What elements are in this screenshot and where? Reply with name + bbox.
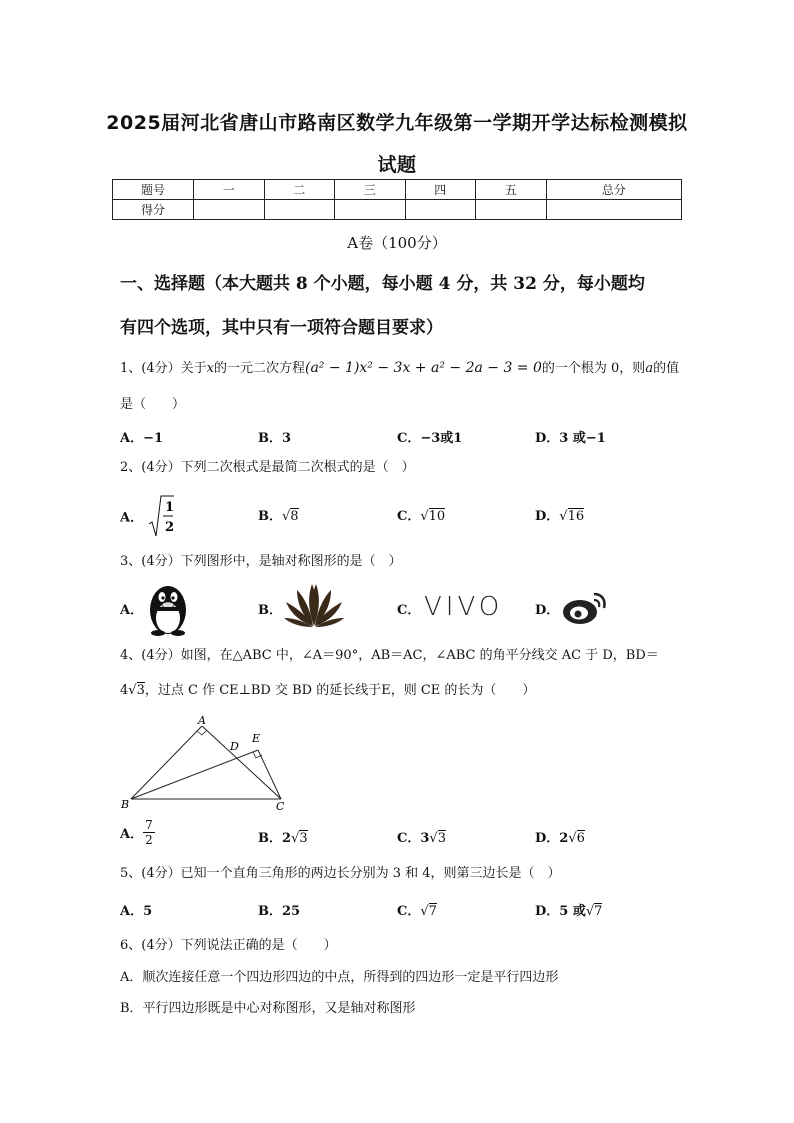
question-1-stem-line2: 是（ ）: [120, 397, 186, 412]
section-a-heading: A卷（100分）: [347, 234, 447, 252]
option-label: B．: [258, 509, 282, 524]
question-6-stem: 6、(4分）下列说法正确的是（ ）: [120, 938, 337, 953]
option-label: A．: [120, 827, 144, 842]
q4-stem-rest: ，过点 C 作 CE⊥BD 交 BD 的延长线于E，则 CE 的长为（ ）: [144, 683, 536, 698]
score-table-cell: 一: [194, 180, 265, 200]
option-text: 5: [143, 904, 153, 919]
option-text: −1: [143, 431, 164, 446]
score-table-cell: 总分: [546, 180, 682, 200]
option-text: 25: [282, 904, 301, 919]
q1-suffix2: 的值: [653, 361, 680, 376]
option-label: D．: [535, 831, 560, 846]
option-label: A．: [120, 431, 144, 446]
q3-option-c-label: C．: [397, 603, 421, 618]
question-3-stem: 3、(4分）下列图形中，是轴对称图形的是（ ）: [120, 554, 402, 569]
q4-triangle-figure: [116, 712, 296, 816]
option-text: 3: [282, 431, 292, 446]
score-table-cell: 三: [335, 180, 406, 200]
q4-c-coef: 3: [420, 831, 430, 846]
q4-b-radicand: 3: [299, 831, 308, 846]
q1-prefix: 1、(4分）关于: [120, 361, 207, 376]
q4-option-b: B．2√3: [258, 831, 308, 846]
q1-option-d: [535, 427, 606, 446]
q1-option-a: [120, 427, 163, 446]
q2-d-radicand: 16: [567, 509, 585, 524]
q2-option-a: [120, 494, 174, 538]
q3-option-d-label: D．: [535, 603, 560, 618]
score-table-empty-cell: [194, 200, 265, 220]
score-table-cell: 四: [405, 180, 476, 200]
q3-option-b-label: B．: [258, 603, 282, 618]
figure-label-d: D: [230, 740, 239, 753]
option-label: D．: [535, 904, 560, 919]
option-label: B．: [258, 904, 282, 919]
score-table-cell: 五: [476, 180, 547, 200]
figure-label-e: E: [252, 732, 261, 745]
q4-radicand: 3: [136, 683, 145, 698]
q2-option-b: B．√8: [258, 509, 299, 524]
option-label: D．: [535, 509, 560, 524]
q6-option-a: A．顺次连接任意一个四边形四边的中点，所得到的四边形一定是平行四边形: [120, 970, 559, 985]
q4-option-d: D．2√6: [535, 831, 585, 846]
q2-option-d: D．√16: [535, 509, 585, 524]
figure-label-a: A: [198, 714, 206, 727]
option-label: C．: [397, 904, 421, 919]
q1-option-b: [258, 427, 291, 446]
score-table-empty-cell: [476, 200, 547, 220]
q5-option-d: D．5 或√7: [535, 904, 603, 919]
figure-label-c: C: [276, 800, 285, 813]
option-label: B．: [258, 831, 282, 846]
score-table: [112, 179, 682, 220]
option-label: B．: [258, 431, 282, 446]
q5-option-b: [258, 900, 300, 919]
option-label: D．: [535, 431, 560, 446]
sqrt-fraction-icon: [148, 494, 174, 538]
q4-a-denominator: 2: [145, 833, 153, 847]
question-4-stem-line1: 4、(4分）如图，在△ABC 中，∠A＝90°，AB＝AC，∠ABC 的角平分线交 AC 于 D，BD＝: [120, 648, 659, 663]
q2-option-c: C．√10: [397, 509, 446, 524]
score-table-cell: 二: [264, 180, 335, 200]
q4-option-c: C．3√3: [397, 831, 446, 846]
q4-coef: 4: [120, 683, 129, 698]
score-table-score-row: [113, 200, 682, 220]
q1-option-c: [397, 427, 462, 446]
option-label: C．: [397, 509, 421, 524]
q5-option-c: C．√7: [397, 904, 437, 919]
part1-heading-line2: 有四个选项，其中只有一项符合题目要求）: [120, 318, 443, 338]
q5-c-radicand: 7: [428, 904, 437, 919]
q2-a-denominator: 2: [164, 520, 174, 535]
score-table-empty-cell: [335, 200, 406, 220]
score-table-empty-cell: [405, 200, 476, 220]
q4-d-coef: 2: [559, 831, 569, 846]
q5-d-prefix: 5 或: [559, 904, 586, 919]
q1-var: x: [206, 361, 214, 376]
q1-suffix: 的一个根为 0，则: [541, 361, 646, 376]
q3-option-a-label: A．: [120, 603, 144, 618]
page-title-line1: 2025届河北省唐山市路南区数学九年级第一学期开学达标检测模拟: [106, 112, 688, 134]
q1-mid: 的一元二次方程: [213, 361, 305, 376]
part1-heading-line1: 一、选择题（本大题共 8 个小题，每小题 4 分，共 32 分，每小题均: [120, 274, 645, 294]
q5-d-radicand: 7: [594, 904, 603, 919]
option-label: A．: [120, 510, 144, 526]
option-label: A．: [120, 904, 144, 919]
q2-b-radicand: 8: [290, 509, 299, 524]
q4-a-numerator: 7: [145, 818, 153, 832]
score-table-header-row: [113, 180, 682, 200]
score-table-empty-cell: [264, 200, 335, 220]
question-1-stem: [120, 358, 680, 379]
score-table-empty-cell: [546, 200, 682, 220]
option-label: C．: [397, 831, 421, 846]
q4-c-radicand: 3: [437, 831, 446, 846]
q1-equation: (a² − 1)x² − 3x + a² − 2a − 3 = 0: [304, 360, 542, 376]
score-table-cell: 题号: [113, 180, 194, 200]
question-2-stem: 2、(4分）下列二次根式是最简二次根式的是（ ）: [120, 460, 415, 475]
question-4-stem-line2: 4√3，过点 C 作 CE⊥BD 交 BD 的延长线于E，则 CE 的长为（ ）: [120, 683, 536, 698]
q1-var2: a: [645, 361, 654, 376]
q5-option-a: [120, 900, 152, 919]
petal-logo-icon: [283, 582, 345, 628]
score-table-cell: 得分: [113, 200, 194, 220]
option-label: C．: [397, 431, 421, 446]
option-text: 3 或−1: [559, 431, 606, 446]
option-text: −3或1: [420, 431, 463, 446]
q6-option-b: B．平行四边形既是中心对称图形，又是轴对称图形: [120, 1001, 416, 1016]
question-5-stem: 5、(4分）已知一个直角三角形的两边长分别为 3 和 4，则第三边长是（ ）: [120, 866, 561, 881]
vivo-logo: VIVO: [424, 592, 504, 622]
penguin-logo-icon: [144, 580, 192, 636]
q4-option-a: [120, 818, 155, 847]
figure-label-b: B: [121, 798, 130, 811]
page-title-line2: 试题: [377, 154, 417, 176]
q2-a-numerator: 1: [164, 500, 174, 515]
q2-c-radicand: 10: [428, 509, 446, 524]
weibo-logo-icon: [560, 588, 610, 626]
q4-d-radicand: 6: [576, 831, 585, 846]
q4-b-coef: 2: [282, 831, 292, 846]
